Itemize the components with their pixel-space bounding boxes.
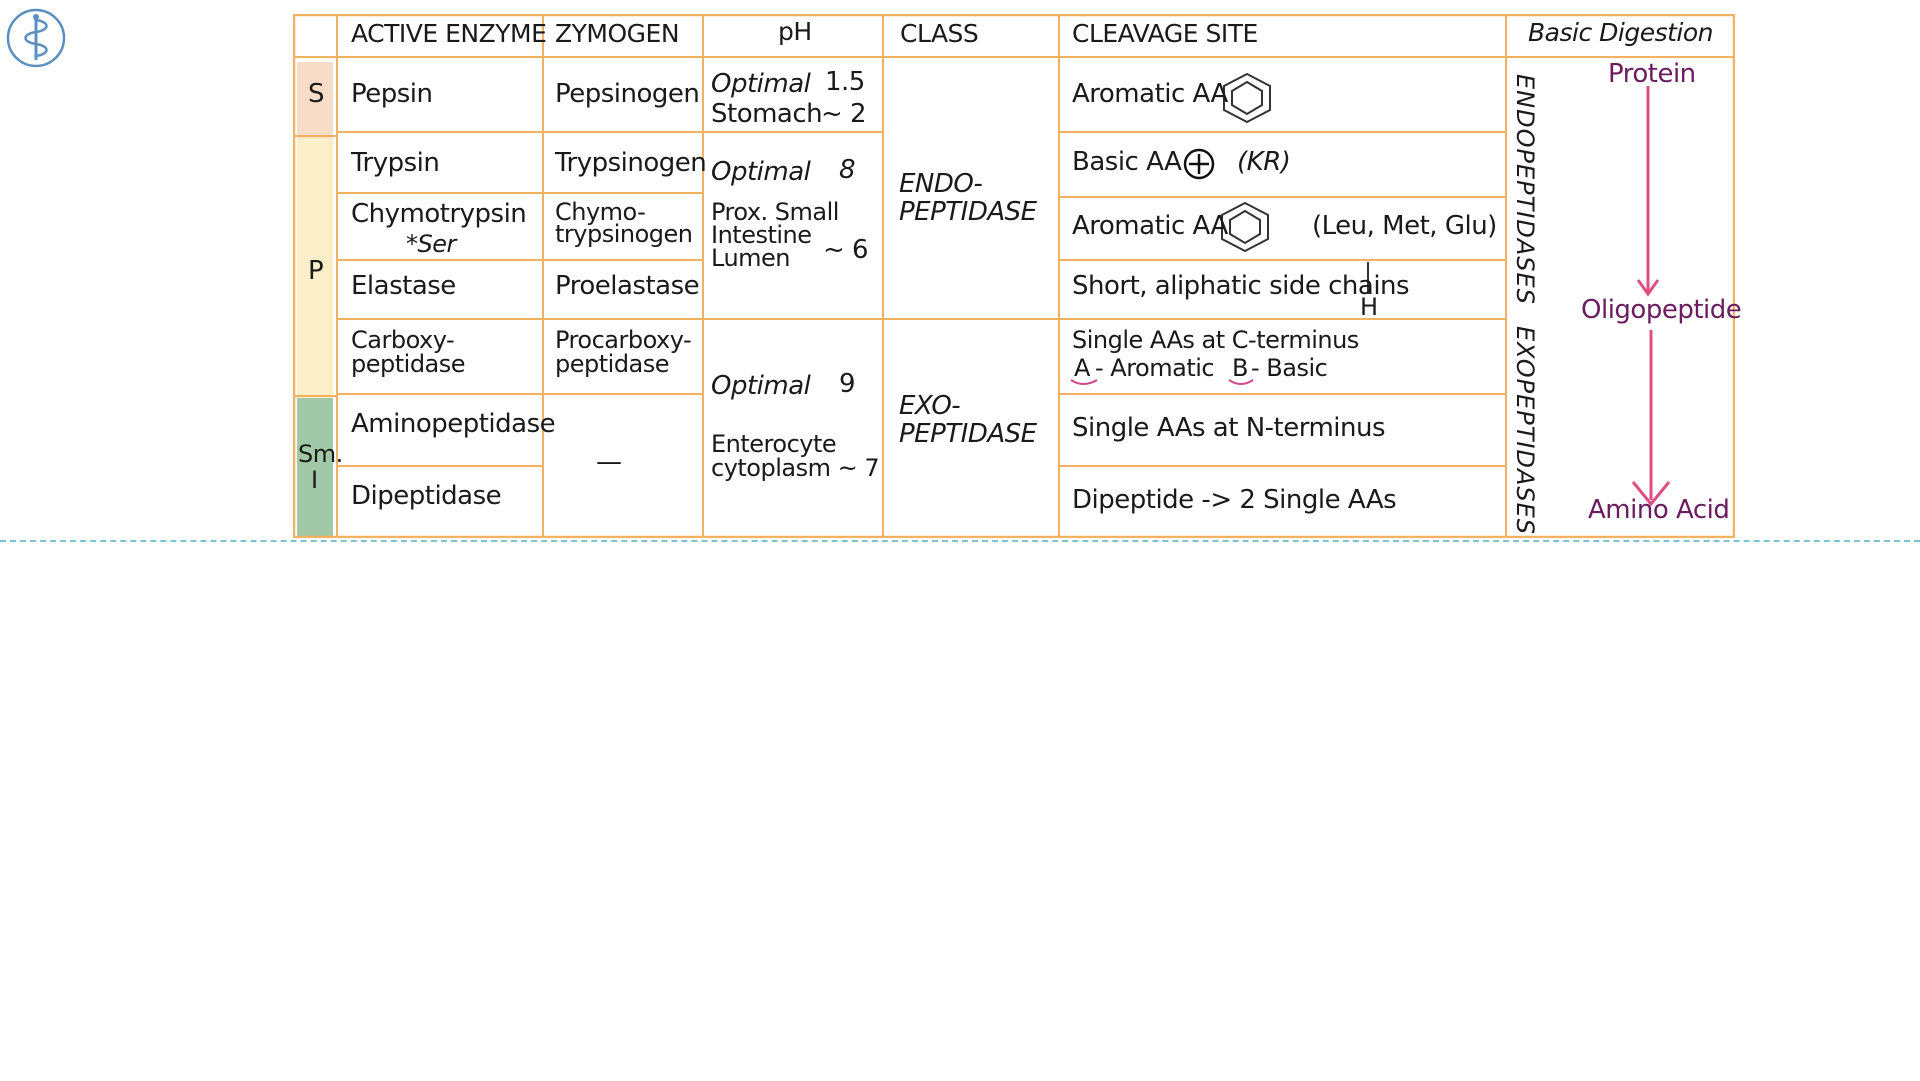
zymogen-chymotrypsinogen: Chymo- (555, 198, 646, 226)
header-zymogen: ZYMOGEN (555, 19, 680, 48)
organ-small-intestine: Sm. (298, 440, 343, 468)
cleavage-aminopeptidase: Single AAs at N-terminus (1072, 413, 1385, 443)
enzyme-pepsin: Pepsin (351, 79, 433, 109)
ph-pepsin-optimal-value: 1.5 (825, 67, 865, 97)
enzyme-dipeptidase: Dipeptidase (351, 481, 502, 511)
caduceus-icon (6, 8, 66, 68)
protease-table (293, 14, 1742, 538)
digestion-arrow (1633, 330, 1669, 504)
cleavage-carboxy-a: A (1074, 354, 1090, 382)
digestion-oligopeptide: Oligopeptide (1581, 295, 1742, 325)
ph-exo-site-2: cytoplasm ~ 7 (711, 454, 880, 482)
enzyme-carboxypeptidase: Carboxy- (351, 326, 455, 354)
digestion-arrow (1638, 86, 1658, 294)
ph-exo-optimal-value: 9 (839, 369, 856, 399)
enzyme-trypsin: Trypsin (351, 148, 440, 178)
enzyme-aminopeptidase: Aminopeptidase (351, 409, 556, 439)
cleavage-chymotrypsin: Aromatic AA (1072, 211, 1228, 241)
organ-pancreas: P (308, 256, 324, 286)
ph-pepsin-optimal-label: Optimal (711, 69, 811, 99)
class-endo: ENDO- (899, 169, 983, 199)
zymogen-proelastase: Proelastase (555, 271, 700, 301)
page-divider (0, 540, 1920, 542)
cleavage-carboxypeptidase: Single AAs at C-terminus (1072, 326, 1359, 354)
ph-pancreas-optimal-label: Optimal (711, 157, 811, 187)
zymogen-pepsinogen: Pepsinogen (555, 79, 700, 109)
organ-small-intestine-2: I (311, 466, 318, 494)
enzyme-chymotrypsin: Chymotrypsin (351, 199, 527, 229)
digestion-amino-acid: Amino Acid (1588, 495, 1730, 525)
cleavage-carboxy-a-text: - Aromatic (1095, 354, 1215, 382)
label-endopeptidases: ENDOPEPTIDASES (1511, 74, 1539, 305)
ph-pepsin-site: Stomach (711, 99, 823, 129)
cleavage-carboxy-b: B (1232, 354, 1248, 382)
header-active-enzyme: ACTIVE ENZYME (351, 19, 547, 48)
organ-stomach: S (308, 79, 325, 109)
header-basic-digestion: Basic Digestion (1528, 18, 1713, 47)
enzyme-carboxypeptidase-2: peptidase (351, 350, 466, 378)
zymogen-none: — (596, 447, 622, 477)
cleavage-carboxy-b-text: - Basic (1251, 354, 1328, 382)
cleavage-pepsin: Aromatic AA (1072, 79, 1228, 109)
cleavage-elastase-h: H (1360, 293, 1378, 321)
chymotrypsin-note: *Ser (406, 230, 456, 258)
cleavage-dipeptidase: Dipeptide -> 2 Single AAs (1072, 485, 1397, 515)
header-cleavage-site: CLEAVAGE SITE (1072, 19, 1258, 48)
header-class: CLASS (900, 19, 979, 48)
zymogen-chymotrypsinogen-2: trypsinogen (555, 220, 693, 248)
ph-pancreas-site-2: Intestine (711, 221, 812, 249)
ph-pancreas-site: Prox. Small (711, 198, 839, 226)
enzyme-elastase: Elastase (351, 271, 456, 301)
benzene-ring-icon (1224, 74, 1270, 122)
positive-charge-icon (1185, 150, 1213, 178)
digestion-protein: Protein (1608, 59, 1696, 89)
class-exo-2: PEPTIDASE (899, 419, 1037, 449)
zymogen-trypsinogen: Trypsinogen (555, 148, 707, 178)
ph-pancreas-site-value: ~ 6 (823, 235, 869, 265)
ph-pancreas-optimal-value: 8 (839, 155, 856, 185)
label-exopeptidases: EXOPEPTIDASES (1511, 326, 1539, 536)
ph-exo-optimal-label: Optimal (711, 371, 811, 401)
cleavage-trypsin-kr: (KR) (1237, 147, 1291, 177)
cleavage-chymotrypsin-extra: (Leu, Met, Glu) (1312, 211, 1497, 241)
cleavage-elastase: Short, aliphatic side chains (1072, 271, 1410, 301)
zymogen-procarboxypeptidase: Procarboxy- (555, 326, 692, 354)
header-ph: pH (778, 17, 812, 46)
class-endo-2: PEPTIDASE (899, 197, 1037, 227)
ph-exo-site: Enterocyte (711, 430, 837, 458)
benzene-ring-icon (1222, 203, 1268, 251)
zymogen-procarboxypeptidase-2: peptidase (555, 350, 670, 378)
class-exo: EXO- (899, 391, 961, 421)
cleavage-trypsin-basic: Basic AA (1072, 147, 1182, 177)
ph-pepsin-site-value: ~ 2 (821, 99, 867, 129)
ph-pancreas-site-3: Lumen (711, 244, 791, 272)
